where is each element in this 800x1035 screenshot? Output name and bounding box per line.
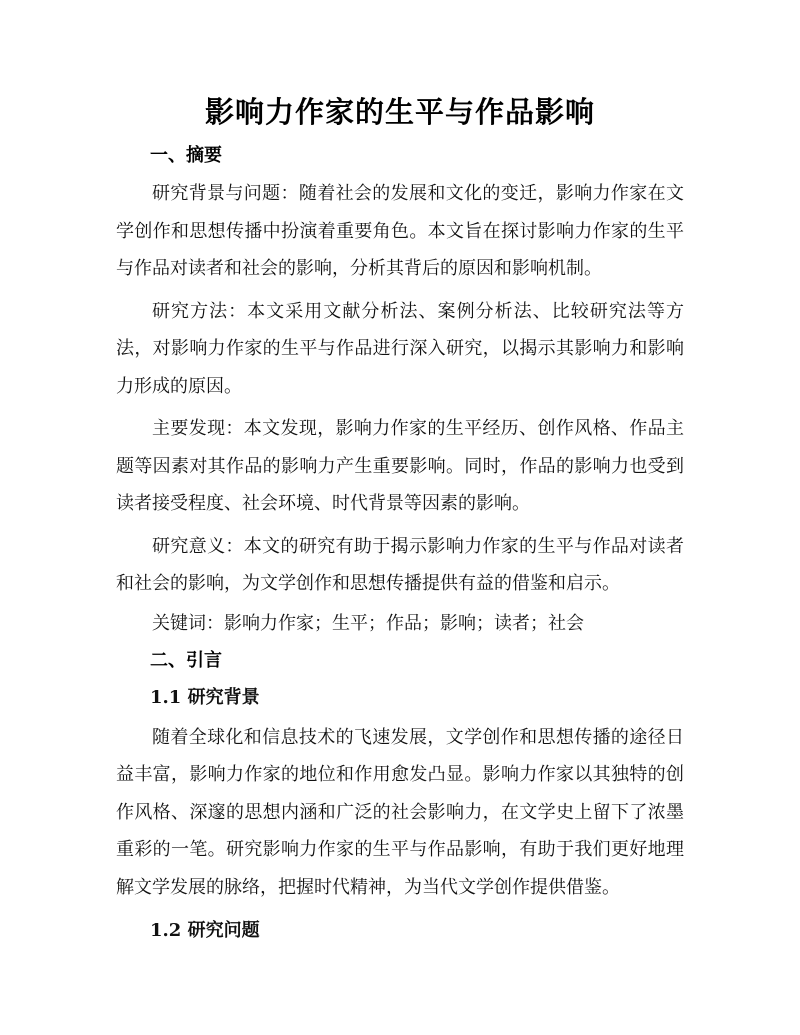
background-paragraph: 随着全球化和信息技术的飞速发展，文学创作和思想传播的途径日益丰富，影响力作家的地位和作用愈发凸显。影响力作家以其独特的创作风格、深邃的思想内涵和广泛的社会影响力，在文学史上留下了浓墨重彩的一笔。研究影响力作家的生平与作品影响，有助于我们更好地理解文学发展的脉络，把握时代精神，为当代文学创作提供借鉴。 [116,726,684,898]
abstract-method-paragraph: 研究方法：本文采用文献分析法、案例分析法、比较研究法等方法，对影响力作家的生平与作品进行深入研究，以揭示其影响力和影响力形成的原因。 [116,300,684,397]
subsection-heading-background: 1.1 研究背景 [150,686,260,708]
document-title: 影响力作家的生平与作品影响 [204,95,595,129]
abstract-background-paragraph: 研究背景与问题：随着社会的发展和文化的变迁，影响力作家在文学创作和思想传播中扮演着重要角色。本文旨在探讨影响力作家的生平与作品对读者和社会的影响，分析其背后的原因和影响机制。 [116,183,684,279]
subsection-heading-research-question: 1.2 研究问题 [150,920,260,941]
abstract-findings-paragraph: 主要发现：本文发现，影响力作家的生平经历、创作风格、作品主题等因素对其作品的影响力产生重要影响。同时，作品的影响力也受到读者接受程度、社会环境、时代背景等因素的影响。 [116,418,684,514]
section-heading-abstract: 一、摘要 [150,145,222,166]
keywords-line: 关键词：影响力作家；生平；作品；影响；读者；社会 [152,612,584,634]
section-heading-introduction: 二、引言 [150,649,222,671]
abstract-significance-paragraph: 研究意义：本文的研究有助于揭示影响力作家的生平与作品对读者和社会的影响，为文学创作和思想传播提供有益的借鉴和启示。 [116,535,684,594]
